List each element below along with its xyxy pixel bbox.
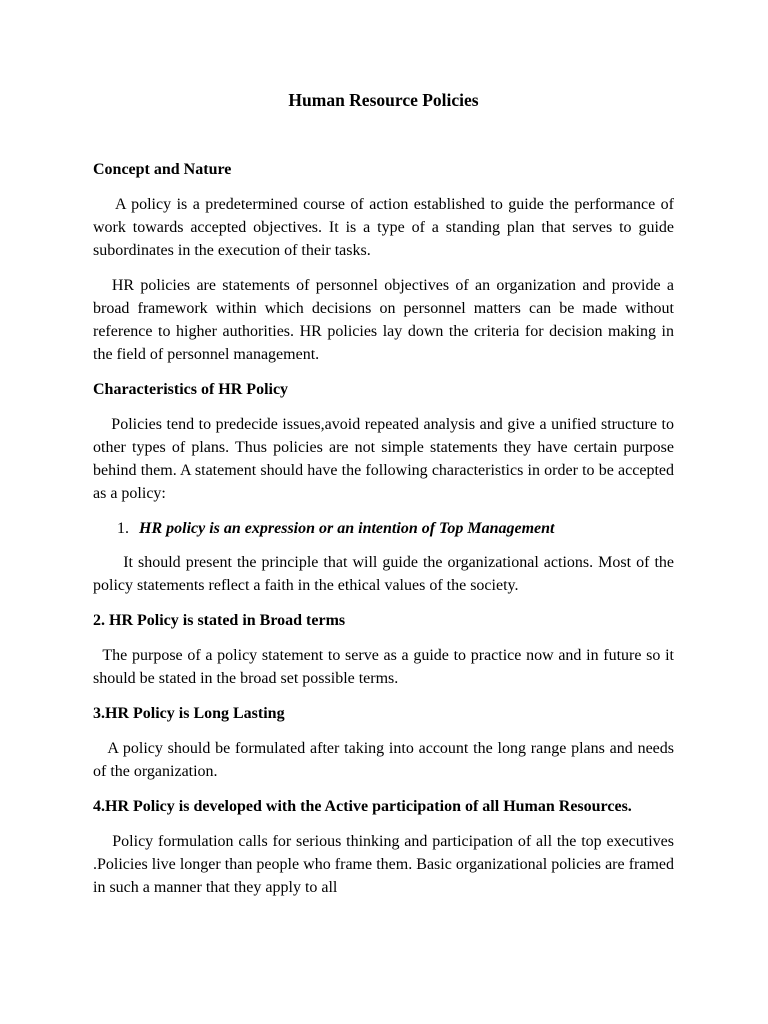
- document-body: [93, 158, 683, 899]
- document-page: [93, 0, 683, 1024]
- section-heading: Concept and Nature: [93, 161, 232, 178]
- paragraph: A policy is a predetermined course of action established to guide the performance of work towards accepted objectives. It is a type of a standing plan that serves to guide subordinates in the execution of their tasks.: [93, 196, 679, 259]
- paragraph: HR policies are statements of personnel objectives of an organization and provide a broad framework within which decisions on personnel matters can be made without reference to higher authorities. HR policies lay down the criteria for decision making in the field of personnel management.: [93, 277, 678, 363]
- paragraph: A policy should be formulated after taking into account the long range plans and needs of the organization.: [93, 740, 678, 780]
- list-number: 1.: [117, 520, 129, 537]
- paragraph: Policies tend to predecide issues,avoid repeated analysis and give a unified structure to other types of plans. Thus policies are not simple statements they have certain purpose behind them. A statement should have the following characteristics in order to be accepted as a policy:: [93, 416, 679, 502]
- paragraph: It should present the principle that will guide the organizational actions. Most of the policy statements reflect a faith in the ethical values of the society.: [93, 554, 683, 594]
- paragraph: The purpose of a policy statement to serve as a guide to practice now and in future so it should be stated in the broad set possible terms.: [93, 647, 678, 687]
- numbered-heading: [93, 517, 674, 540]
- numbered-heading-text: HR policy is an expression or an intention of Top Management: [139, 520, 555, 537]
- section-heading: Characteristics of HR Policy: [93, 381, 289, 398]
- paragraph: Policy formulation calls for serious thinking and participation of all the top executives .Policies live longer than people who frame them. Basic organizational policies are framed in such a manner that they apply to all: [93, 833, 678, 896]
- section-heading: 3.HR Policy is Long Lasting: [93, 705, 285, 722]
- section-heading: 4.HR Policy is developed with the Active participation of all Human Resources.: [93, 798, 632, 815]
- section-heading: 2. HR Policy is stated in Broad terms: [93, 612, 346, 629]
- document-title: Human Resource Policies: [288, 90, 479, 110]
